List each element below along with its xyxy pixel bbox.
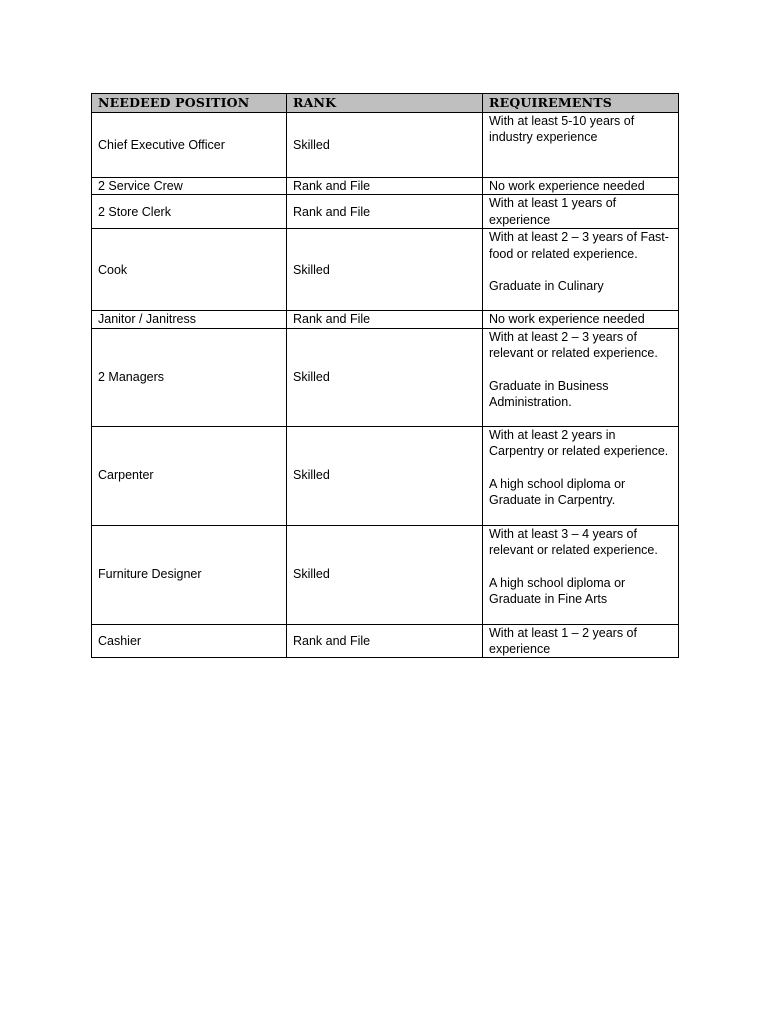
table-row [92,229,679,311]
cell-requirements [483,113,679,178]
requirement-text: With at least 1 – 2 years of experience [489,625,637,657]
requirement-text: With at least 1 years of experience [489,196,617,227]
requirement-text: Graduate in Culinary [489,279,604,294]
cell-requirements [483,311,679,328]
cell-rank: Skilled [287,113,483,178]
table-row [92,624,679,658]
cell-rank: Skilled [287,328,483,426]
cell-rank: Skilled [287,229,483,311]
cell-requirements [483,229,679,311]
requirement-text: With at least 5-10 years of industry experience [489,114,635,145]
requirement-text: With at least 2 years in Carpentry or related experience. [489,427,669,459]
table-header-row [92,94,679,113]
header-position: NEEDEED POSITION [92,94,287,113]
requirement-text: A high school diploma or Graduate in Carpentry. [489,476,626,508]
table-row [92,525,679,624]
cell-requirements [483,178,679,195]
table-row [92,113,679,178]
cell-position: Carpenter [92,426,287,525]
cell-rank: Skilled [287,525,483,624]
requirement-text: With at least 2 – 3 years of relevant or related experience. [489,329,658,361]
cell-position: Furniture Designer [92,525,287,624]
table-row [92,178,679,195]
requirement-text: A high school diploma or Graduate in Fine Arts [489,575,626,607]
cell-rank: Rank and File [287,178,483,195]
requirement-text: With at least 3 – 4 years of relevant or related experience. [489,526,658,558]
cell-requirements [483,195,679,229]
cell-rank: Rank and File [287,311,483,328]
cell-position: Cook [92,229,287,311]
cell-rank: Rank and File [287,624,483,658]
cell-position: 2 Store Clerk [92,195,287,229]
table-row [92,426,679,525]
staffing-requirements-table [91,93,679,658]
requirement-text: No work experience needed [489,312,645,327]
cell-position: Chief Executive Officer [92,113,287,178]
cell-requirements [483,525,679,624]
header-rank: RANK [287,94,483,113]
table-row [92,328,679,426]
table-row [92,311,679,328]
cell-position: Janitor / Janitress [92,311,287,328]
cell-position: Cashier [92,624,287,658]
cell-requirements [483,328,679,426]
requirement-text: Graduate in Business Administration. [489,378,609,410]
requirement-text: With at least 2 – 3 years of Fast-food or related experience. [489,230,669,261]
header-requirements: REQUIREMENTS [483,94,679,113]
cell-rank: Rank and File [287,195,483,229]
cell-rank: Skilled [287,426,483,525]
cell-requirements [483,624,679,658]
table-row [92,195,679,229]
cell-position: 2 Managers [92,328,287,426]
cell-position: 2 Service Crew [92,178,287,195]
cell-requirements [483,426,679,525]
requirement-text: No work experience needed [489,179,645,193]
